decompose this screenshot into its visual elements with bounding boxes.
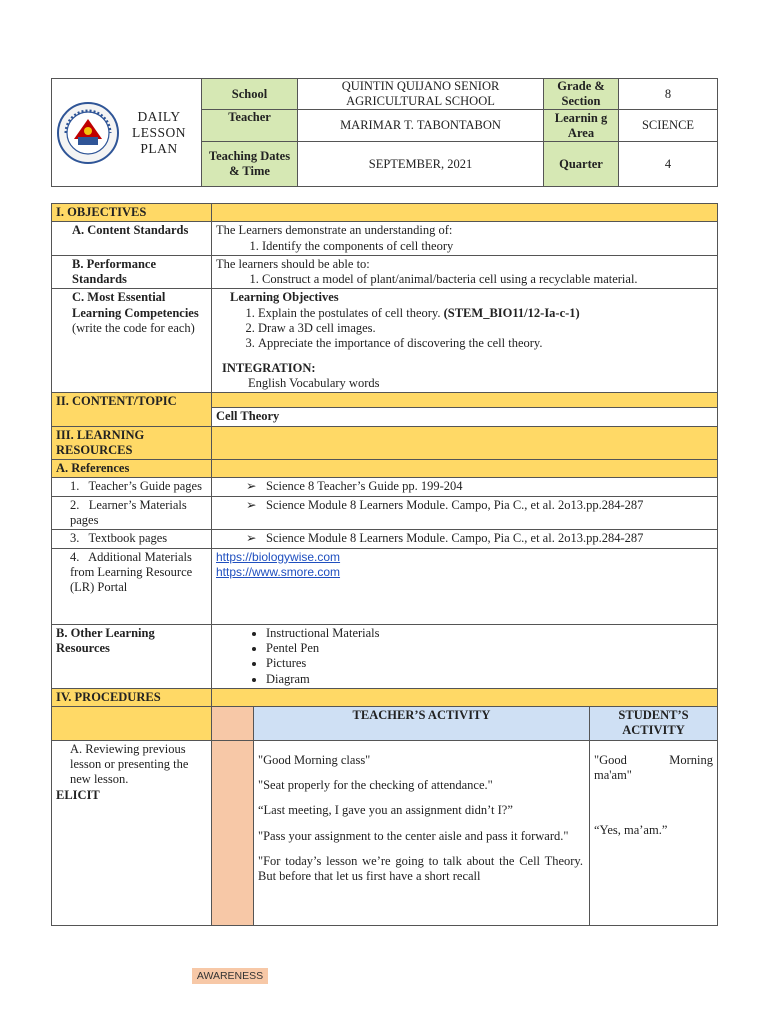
list-item: 1. Construct a model of plant/animal/bacteria cell using a recyclable material. bbox=[262, 272, 713, 287]
integration-value: English Vocabulary words bbox=[248, 375, 380, 390]
lesson-plan-header bbox=[51, 78, 717, 186]
teacher-activity: "Good Morning class" "Seat properly for the checking of attendance." “Last meeting, I gave you an assignment didn’t I?” "Pass your assignment to the center aisle and pass it forward." "For today’s lesson we’re going to talk about the Cell Theory. But before that let us first have a short recall bbox=[254, 740, 590, 925]
performance-standards-value: The learners should be able to: 1. Construct a model of plant/animal/bacteria cell using a recyclable material. bbox=[212, 255, 718, 289]
student-activity-heading: STUDENT’S ACTIVITY bbox=[590, 707, 718, 741]
content-heading: II. CONTENT/TOPIC bbox=[52, 393, 212, 426]
learning-area-label: Learnin g Area bbox=[544, 110, 619, 142]
step-tag: ELICIT bbox=[56, 787, 100, 802]
teacher-label: Teacher bbox=[202, 110, 298, 142]
list-item: ➢ Science Module 8 Learners Module. Campo, Pia C., et al. 2o13.pp.284-287 bbox=[266, 531, 713, 546]
content-standards-value: The Learners demonstrate an understanding of: 1. Identify the components of cell theory bbox=[212, 222, 718, 256]
student-activity: "Good Morning ma'am" “Yes, ma’am.” bbox=[590, 740, 718, 925]
list-item: • Pentel Pen bbox=[266, 641, 713, 656]
other-resources-label: B. Other Learning Resources bbox=[52, 624, 212, 688]
table-row: 4. Additional Materials from Learning Resource (LR) Portal bbox=[52, 548, 212, 624]
objectives-heading: I. OBJECTIVES bbox=[52, 204, 212, 222]
step-cell bbox=[52, 740, 212, 925]
list-item: ➢ Science Module 8 Learners Module. Campo, Pia C., et al. 2o13.pp.284-287 bbox=[266, 498, 713, 513]
references-heading: A. References bbox=[52, 460, 212, 478]
list-item: • Instructional Materials bbox=[266, 626, 713, 641]
grade-label: Grade & Section bbox=[544, 79, 619, 110]
quarter-value: 4 bbox=[619, 142, 718, 187]
integration-title: INTEGRATION: bbox=[222, 360, 316, 375]
teacher-activity-heading: TEACHER’S ACTIVITY bbox=[254, 707, 590, 741]
grade-value: 8 bbox=[619, 79, 718, 110]
content-standards-label: A. Content Standards bbox=[52, 222, 212, 256]
smore-link[interactable]: https://www.smore.com bbox=[216, 564, 341, 579]
list-item: 1. Explain the postulates of cell theory. (STEM_BIO11/12-Ia-c-1) bbox=[258, 306, 713, 321]
lesson-plan-body bbox=[51, 203, 717, 926]
teaching-dates-value: SEPTEMBER, 2021 bbox=[298, 142, 544, 187]
biologywise-link[interactable]: https://biologywise.com bbox=[216, 549, 341, 564]
table-row: 1. Teacher’s Guide pages bbox=[52, 478, 212, 496]
school-value: QUINTIN QUIJANO SENIOR AGRICULTURAL SCHOOL bbox=[298, 79, 544, 110]
list-item: • Diagram bbox=[266, 672, 713, 687]
resources-heading: III. LEARNING RESOURCES bbox=[52, 426, 212, 460]
mec-label-cell bbox=[52, 289, 212, 393]
learning-area-value: SCIENCE bbox=[619, 110, 718, 142]
mec-value bbox=[212, 289, 718, 393]
learning-objectives-title: Learning Objectives bbox=[230, 290, 339, 305]
school-label: School bbox=[202, 79, 298, 110]
mec-label: C. Most Essential Learning Competencies bbox=[72, 290, 199, 320]
teacher-value: MARIMAR T. TABONTABON bbox=[298, 110, 544, 142]
awareness-tag: AWARENESS bbox=[192, 968, 268, 984]
plan-title: DAILY LESSON PLAN bbox=[132, 108, 187, 156]
quarter-label: Quarter bbox=[544, 142, 619, 187]
deped-seal-icon bbox=[56, 101, 120, 165]
teaching-dates-label: Teaching Dates & Time bbox=[202, 142, 298, 187]
list-item: 2. Draw a 3D cell images. bbox=[258, 321, 713, 336]
performance-standards-label: B. Performance Standards bbox=[52, 255, 212, 289]
list-item: 1. Identify the components of cell theory bbox=[262, 239, 713, 254]
list-item: 3. Appreciate the importance of discovering the cell theory. bbox=[258, 336, 713, 351]
logo-cell bbox=[52, 79, 202, 187]
list-item: • Pictures bbox=[266, 656, 713, 671]
step-label: A. Reviewing previous lesson or presenting the new lesson. bbox=[70, 741, 189, 787]
procedures-heading: IV. PROCEDURES bbox=[52, 688, 212, 706]
list-item: ➢ Science 8 Teacher’s Guide pp. 199-204 bbox=[266, 479, 713, 494]
table-row: 3. Textbook pages bbox=[52, 530, 212, 548]
mec-note: (write the code for each) bbox=[72, 321, 195, 336]
content-topic: Cell Theory bbox=[212, 408, 718, 426]
table-row: 2. Learner’s Materials pages bbox=[52, 496, 212, 530]
